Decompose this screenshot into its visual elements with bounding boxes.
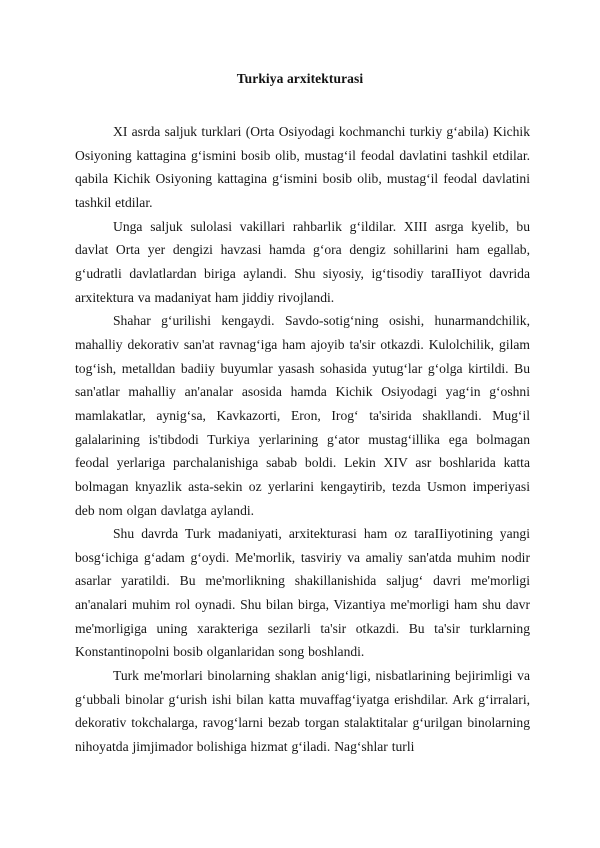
paragraph-3: Shahar g‘urilishi kengaydi. Savdo-sotig‘ning osishi, hunarmandchilik, mahalliy dekorativ san'at ravnag‘iga ham ajoyib ta'sir otkazdi. Kulolchilik, gilam tog‘ish, metalldan badiiy buyumlar yasash sohasida yutug‘lar g‘olga kirtildi. Bu san'atlar mahalliy an'analar asosida hamda Kichik Osiyodagi yag‘in g‘oshni mamlakatlar, aynig‘sa, Kavkazorti, Eron, Irog‘ ta'sirida shakllandi. Mug‘il galalarining is'tibdodi Turkiya yerlarining g‘ator mustag‘illika ega bolmagan feodal yerlariga parchalanishiga sabab boldi. Lekin XIV asr boshlarida katta bolmagan knyazlik asta-sekin oz yerlarini kengaytirib, tezda Usmon imperiyasi deb nom olgan davlatga aylandi. <box>75 313 530 518</box>
document-title: Turkiya arxitekturasi <box>236 71 364 86</box>
paragraph-4: Shu davrda Turk madaniyati, arxitekturasi ham oz taraIIiyotining yangi bosg‘ichiga g‘adam g‘oydi. Me'morlik, tasviriy va amaliy san'atda muhim nodir asarlar yaratildi. Bu me'morlikning shakillanishida saljug‘ davri me'morligi an'analari muhim rol oynadi. Shu bilan birga, Vizantiya me'morligi ham shu davr me'morligiga uning xarakteriga sezilarli ta'sir otkazdi. Bu ta'sir turklarning Konstantinopolni bosib olganlaridan song boshlandi. <box>75 526 530 660</box>
document-body <box>75 120 530 759</box>
paragraph-1: XI asrda saljuk turklari (Orta Osiyodagi kochmanchi turkiy g‘abila) Kichik Osiyoning kattagina g‘ismini bosib olib, mustag‘il feodal davlatini tashkil etdilar. qabila Kichik Osiyoning kattagina g‘ismini bosib olib, mustag‘il feodal davlatini tashkil etdilar. <box>75 124 530 210</box>
paragraph-2: Unga saljuk sulolasi vakillari rahbarlik g‘ildilar. XIII asrga kyelib, bu davlat Orta yer dengizi havzasi hamda g‘ora dengiz sohillarini ham egallab, g‘udratli davlatlardan biriga aylandi. Shu siyosiy, ig‘tisodiy taraIIiyot davrida arxitektura va madaniyat ham jiddiy rivojlandi. <box>75 218 530 305</box>
paragraph-5: Turk me'morlari binolarning shaklan anig‘ligi, nisbatlarining bejirimligi va g‘ubbali binolar g‘urish ishi bilan katta muvaffag‘iyatga erishdilar. Ark g‘irralari, dekorativ tokchalarga, ravog‘larni bezab torgan stalaktitalar g‘urilgan binolarning nihoyatda jimjimador bolishiga hizmat g‘iladi. Nag‘shlar turli <box>75 668 530 755</box>
